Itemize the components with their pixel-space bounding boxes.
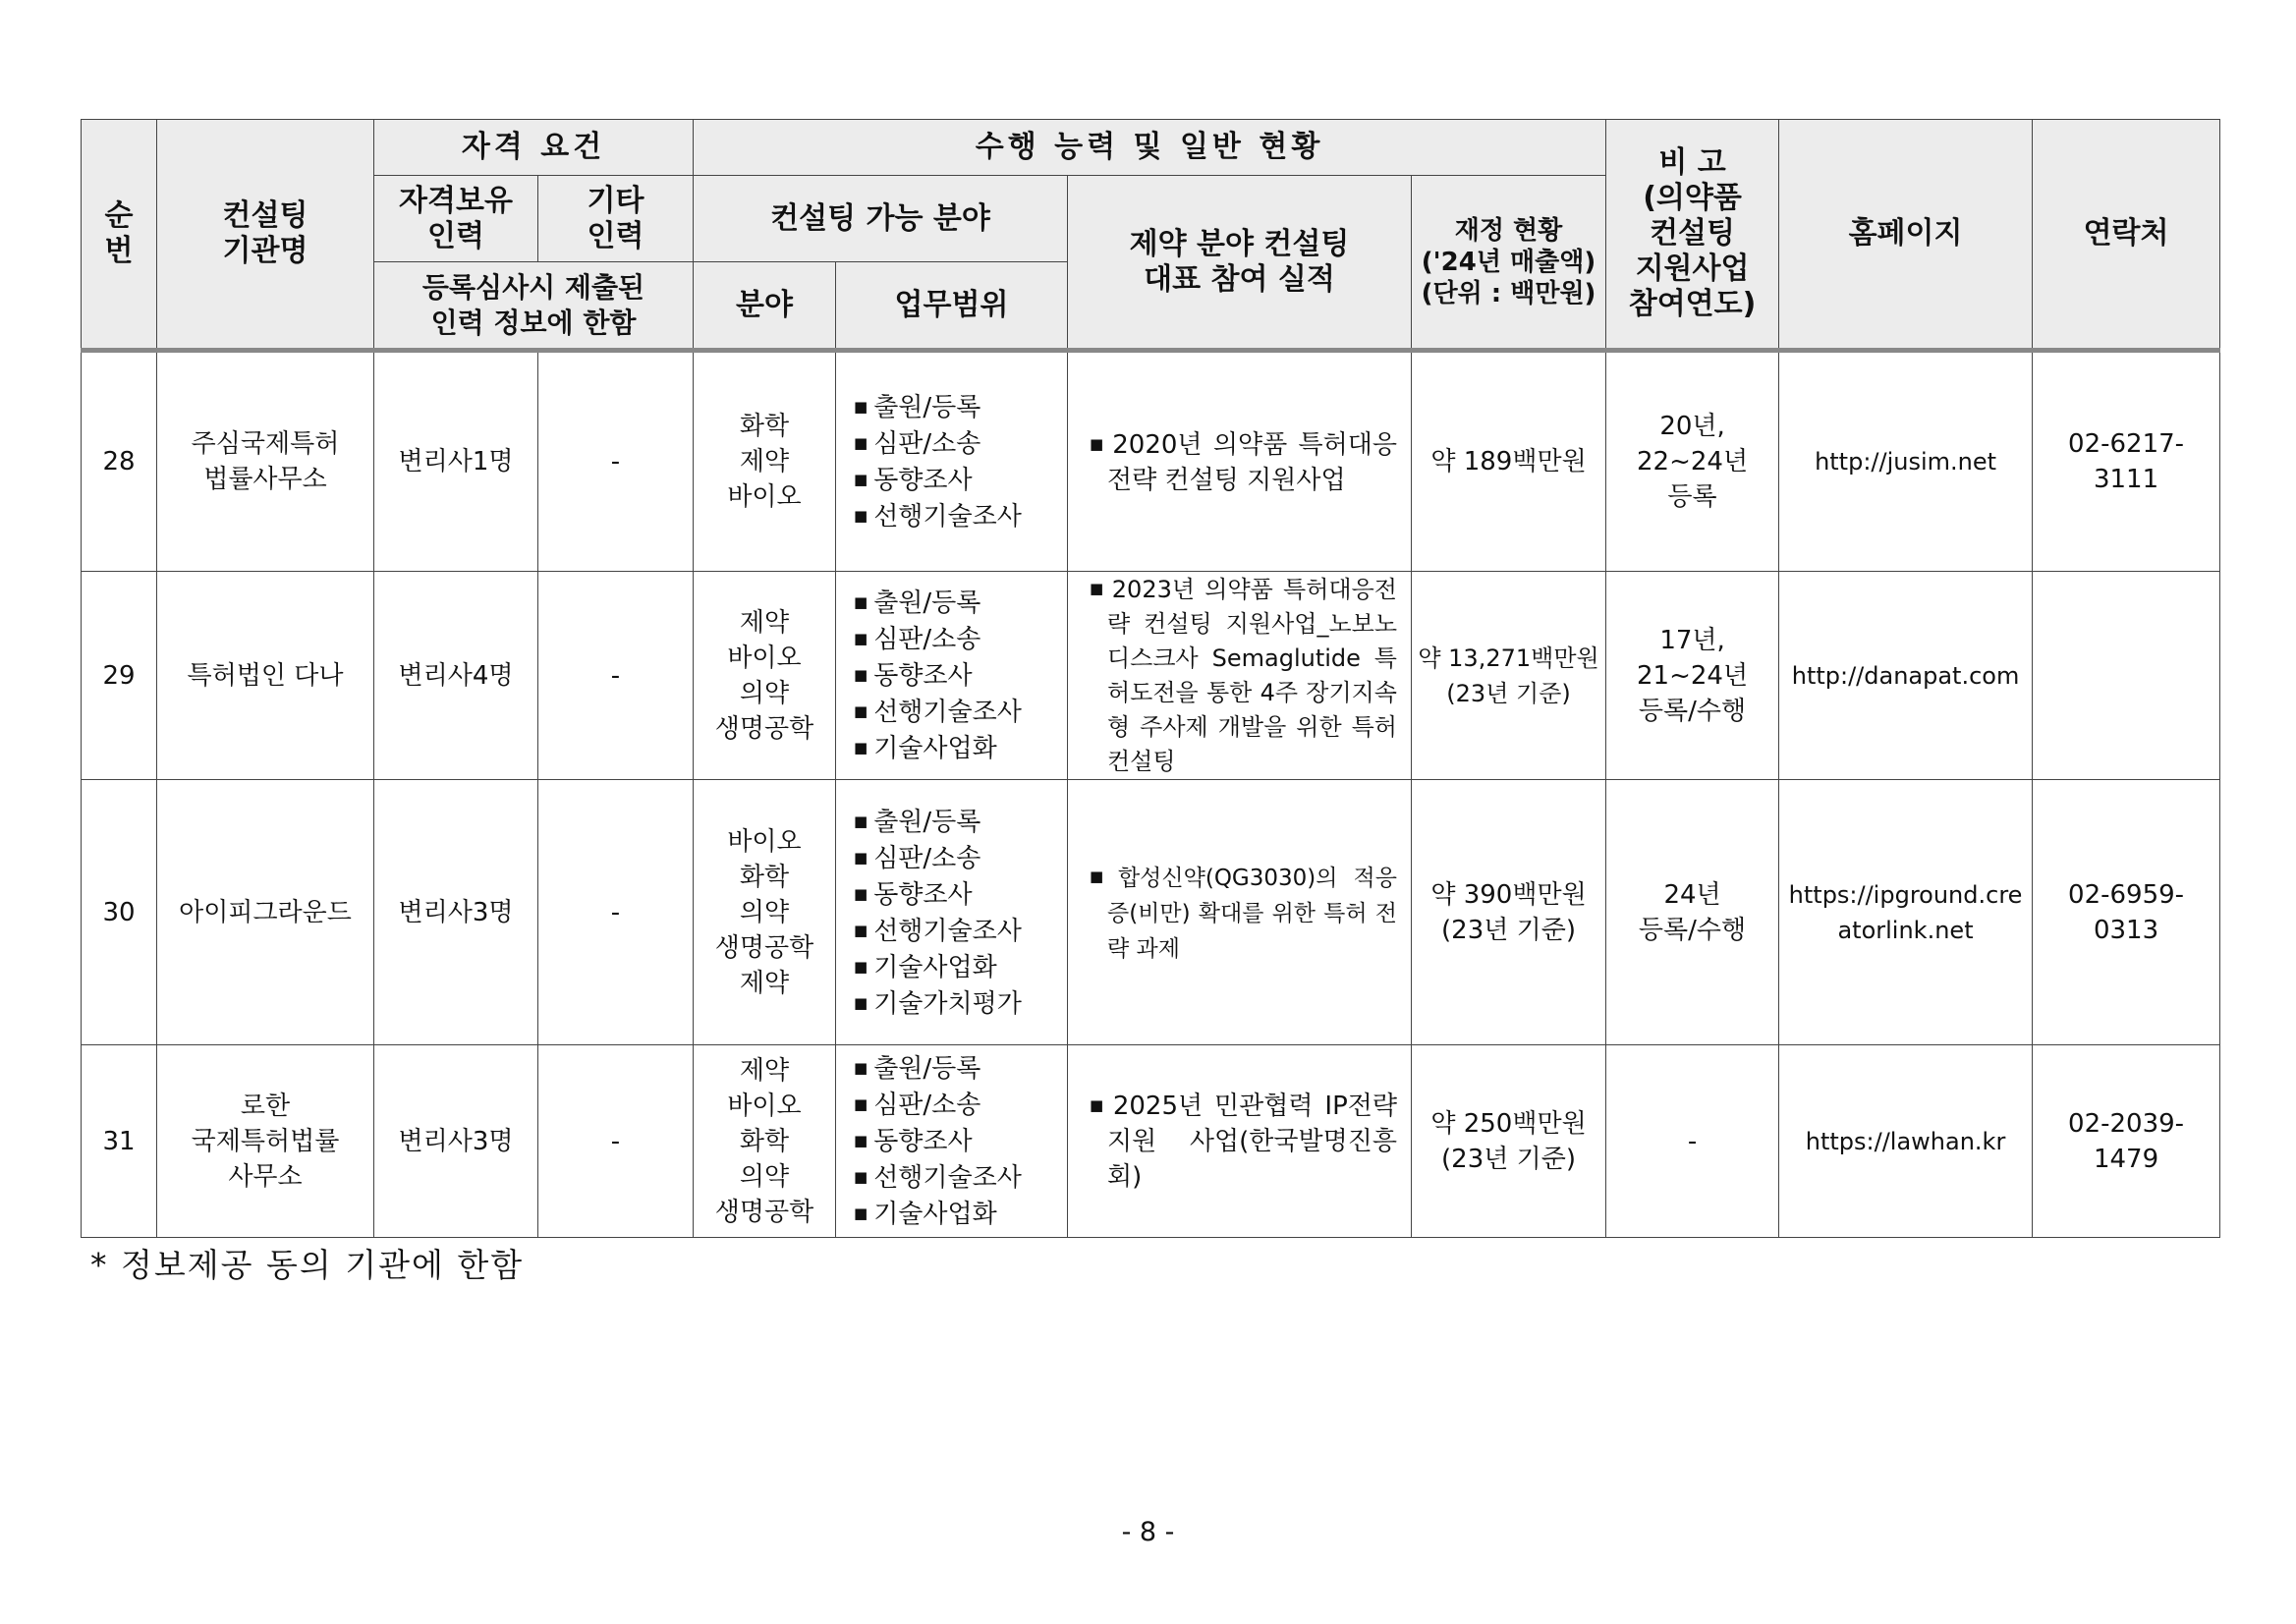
task-item: ■ 기술사업화 [854, 1196, 1063, 1232]
row-tasks [836, 780, 1068, 1045]
task-item: ■ 심판/소송 [854, 425, 1063, 462]
row-certified: 변리사3명 [374, 780, 538, 1045]
task-item: ■ 동향조사 [854, 876, 1063, 913]
row-contact [2033, 572, 2220, 780]
row-no: 28 [82, 351, 157, 572]
table-row [82, 572, 2220, 780]
footnote: * 정보제공 동의 기관에 한함 [90, 1246, 525, 1284]
header-contact: 연락처 [2033, 120, 2220, 351]
row-field: 제약 바이오 의약 생명공학 [694, 572, 836, 780]
row-remarks: 24년 등록/수행 [1606, 780, 1779, 1045]
table-row [82, 351, 2220, 572]
row-contact: 02-6959-0313 [2033, 780, 2220, 1045]
row-remarks: 20년, 22~24년 등록 [1606, 351, 1779, 572]
row-org: 로한 국제특허법률 사무소 [157, 1045, 374, 1238]
header-org: 컨설팅 기관명 [157, 120, 374, 351]
task-item: ■ 출원/등록 [854, 804, 1063, 840]
task-item: ■ 기술사업화 [854, 730, 1063, 766]
row-other: - [538, 780, 694, 1045]
row-performance: ■ 2020년 의약품 특허대응 전략 컨설팅 지원사업 [1072, 426, 1407, 498]
row-contact: 02-2039-1479 [2033, 1045, 2220, 1238]
row-performance: ■ 합성신약(QG3030)의 적응증(비만) 확대를 위한 특허 전략 과제 [1072, 859, 1407, 967]
row-finance: 약 189백만원 [1412, 351, 1606, 572]
row-org: 주심국제특허 법률사무소 [157, 351, 374, 572]
header-no: 순 번 [82, 120, 157, 351]
task-item: ■ 선행기술조사 [854, 1159, 1063, 1196]
header-remarks: 비 고 (의약품 컨설팅 지원사업 참여연도) [1606, 120, 1779, 351]
header-capability: 수행 능력 및 일반 현황 [694, 120, 1606, 176]
header-scope: 업무범위 [836, 262, 1068, 351]
task-item: ■ 동향조사 [854, 462, 1063, 498]
header-finance: 재정 현황 ('24년 매출액) (단위 : 백만원) [1412, 176, 1606, 351]
row-field: 화학 제약 바이오 [694, 351, 836, 572]
header-areas: 컨설팅 가능 분야 [694, 176, 1068, 262]
row-tasks [836, 572, 1068, 780]
header-qual-note: 등록심사시 제출된 인력 정보에 한함 [374, 262, 694, 351]
row-tasks [836, 351, 1068, 572]
task-item: ■ 선행기술조사 [854, 694, 1063, 730]
row-other: - [538, 351, 694, 572]
header-performance: 제약 분야 컨설팅 대표 참여 실적 [1068, 176, 1412, 351]
header-homepage: 홈페이지 [1779, 120, 2033, 351]
task-item: ■ 출원/등록 [854, 389, 1063, 425]
page-number: - 8 - [1121, 1517, 1175, 1547]
task-item: ■ 출원/등록 [854, 1050, 1063, 1087]
table-row [82, 1045, 2220, 1238]
row-finance: 약 250백만원 (23년 기준) [1412, 1045, 1606, 1238]
row-other: - [538, 572, 694, 780]
header-certified-staff: 자격보유 인력 [374, 176, 538, 262]
task-item: ■ 심판/소송 [854, 621, 1063, 657]
row-certified: 변리사4명 [374, 572, 538, 780]
row-tasks [836, 1045, 1068, 1238]
row-field: 제약 바이오 화학 의약 생명공학 [694, 1045, 836, 1238]
row-certified: 변리사3명 [374, 1045, 538, 1238]
row-homepage-link[interactable]: http://jusim.net [1779, 351, 2033, 572]
row-org: 아이피그라운드 [157, 780, 374, 1045]
consulting-org-table [81, 119, 2220, 1238]
table-row [82, 780, 2220, 1045]
task-item: ■ 동향조사 [854, 657, 1063, 694]
task-item: ■ 심판/소송 [854, 840, 1063, 876]
row-homepage-link[interactable]: https://lawhan.kr [1779, 1045, 2033, 1238]
row-certified: 변리사1명 [374, 351, 538, 572]
row-homepage-link[interactable]: https://ipground.creatorlink.net [1779, 780, 2033, 1045]
task-item: ■ 선행기술조사 [854, 913, 1063, 949]
row-no: 30 [82, 780, 157, 1045]
task-item: ■ 출원/등록 [854, 585, 1063, 621]
row-performance: ■ 2025년 민관협력 IP전략 지원 사업(한국발명진흥회) [1072, 1088, 1407, 1195]
row-no: 29 [82, 572, 157, 780]
row-org: 특허법인 다나 [157, 572, 374, 780]
row-contact: 02-6217-3111 [2033, 351, 2220, 572]
task-item: ■ 기술가치평가 [854, 985, 1063, 1022]
row-other: - [538, 1045, 694, 1238]
row-no: 31 [82, 1045, 157, 1238]
header-qualification: 자격 요건 [374, 120, 694, 176]
task-item: ■ 선행기술조사 [854, 498, 1063, 534]
task-item: ■ 동향조사 [854, 1123, 1063, 1159]
task-item: ■ 심판/소송 [854, 1087, 1063, 1123]
row-homepage-link[interactable]: http://danapat.com [1779, 572, 2033, 780]
row-performance: ■ 2023년 의약품 특허대응전략 컨설팅 지원사업_노보노디스크사 Semaglutide 특허도전을 통한 4주 장기지속형 주사제 개발을 위한 특허 컨설팅 [1072, 572, 1407, 779]
row-remarks: 17년, 21~24년 등록/수행 [1606, 572, 1779, 780]
header-other-staff: 기타 인력 [538, 176, 694, 262]
row-finance: 약 13,271백만원 (23년 기준) [1412, 572, 1606, 780]
task-item: ■ 기술사업화 [854, 949, 1063, 985]
row-remarks: - [1606, 1045, 1779, 1238]
row-finance: 약 390백만원 (23년 기준) [1412, 780, 1606, 1045]
header-field: 분야 [694, 262, 836, 351]
row-field: 바이오 화학 의약 생명공학 제약 [694, 780, 836, 1045]
